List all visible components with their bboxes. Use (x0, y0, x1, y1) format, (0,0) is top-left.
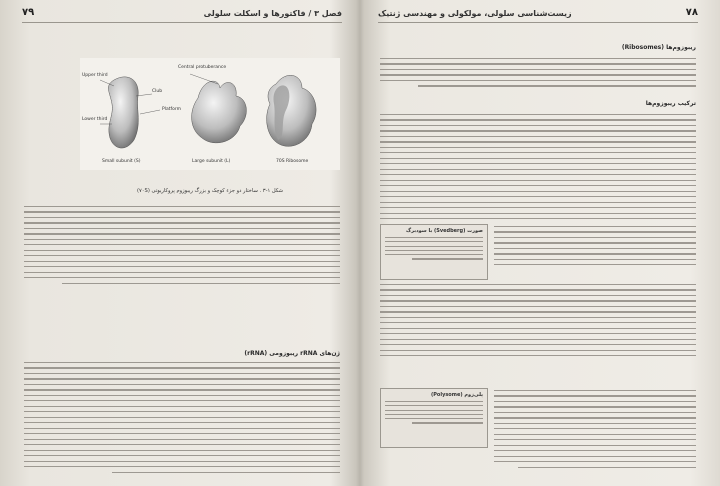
figure-caption: شکل ۱-۳ . ساختار دو جزء کوچک و بزرگ ریبوزوم پروکاریوتی (۷۰S) (136, 188, 284, 194)
left-section-heading: ژن‌های rRNA ریبوزومی (rRNA) (244, 350, 340, 357)
label-upper-third: Upper third (82, 73, 108, 78)
label-70s-ribosome: 70S Ribosome (276, 159, 309, 164)
right-body-text-4 (380, 284, 696, 361)
right-running-head: زیست‌شناسی سلولی، مولکولی و مهندسی ژنتیک (378, 9, 572, 18)
right-sidebox-bottom (380, 388, 488, 448)
right-body-text-3 (494, 226, 696, 270)
right-page-header (378, 6, 698, 23)
right-body-text-1 (380, 58, 696, 91)
right-sidebox-top (380, 224, 488, 280)
left-running-head: فصل ۳ / فاکتورها و اسکلت سلولی (203, 9, 342, 18)
right-page-number: ۷۸ (685, 7, 698, 18)
left-page-header (22, 6, 342, 23)
label-central-protuberance: Central protuberance (178, 65, 227, 70)
left-page (10, 0, 354, 486)
label-club: Club (152, 89, 163, 94)
right-section-heading-mid: ترکیب ریبوزوم‌ها (645, 100, 696, 107)
right-page (366, 0, 710, 486)
label-small-subunit: Small subunit (S) (102, 159, 141, 164)
left-page-number: ۷۹ (22, 7, 35, 18)
sidebox-bottom-title: پلی‌زوم (Polysome) (430, 392, 483, 398)
ribosome-figure (80, 58, 340, 170)
label-large-subunit: Large subunit (L) (192, 159, 231, 164)
label-platform: Platform (162, 107, 181, 112)
right-body-text-2 (380, 114, 696, 224)
left-body-text-2 (24, 362, 340, 477)
sidebox-top-title: صورت (Svedberg) با سودبرگ (405, 228, 483, 234)
label-lower-third: Lower third (82, 117, 108, 122)
ribosome-illustration (80, 58, 340, 170)
left-body-text-1 (24, 206, 340, 288)
right-body-text-5 (494, 390, 696, 472)
right-section-heading-top: ریبوزوم‌ها (Ribosomes) (621, 44, 696, 51)
